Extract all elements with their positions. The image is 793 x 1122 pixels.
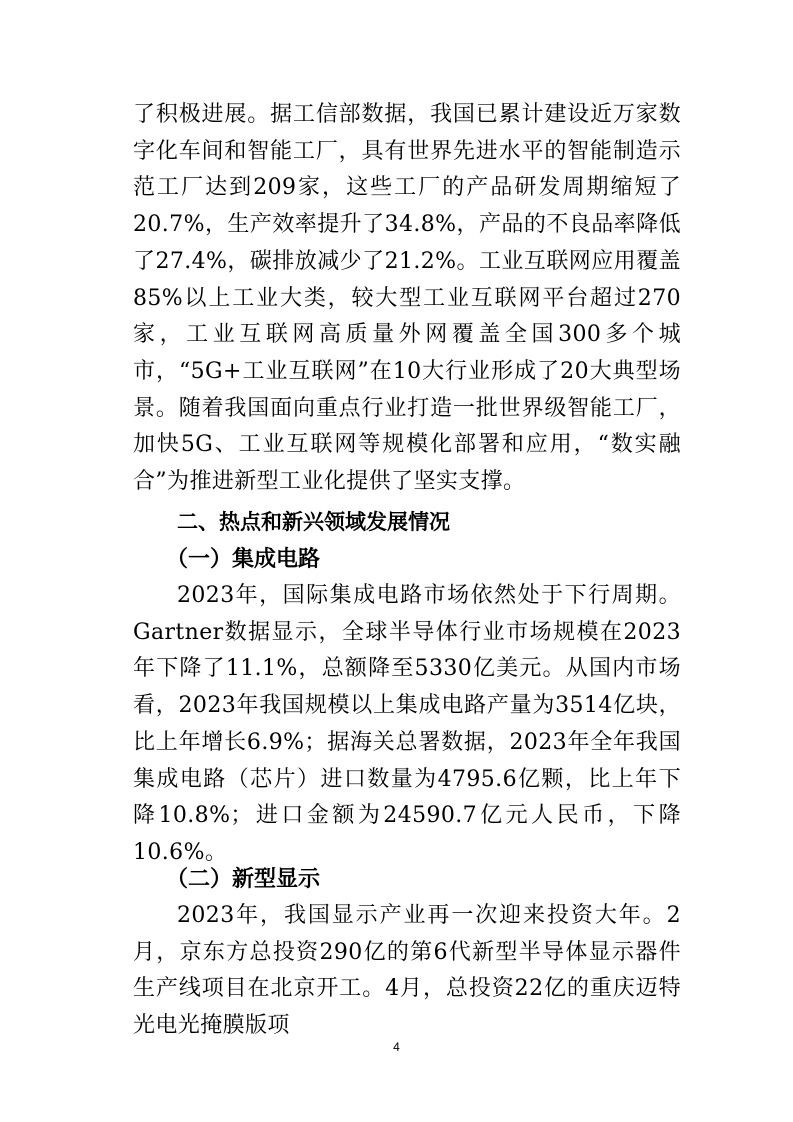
body-paragraph-2-container	[133, 578, 681, 872]
body-paragraph-3: 2023年，我国显示产业再一次迎来投资大年。2月，京东方总投资290亿的第6代新型半导体显示器件生产线项目在北京开工。4月，总投资22亿的重庆迈特光电光掩膜版项	[133, 903, 681, 1039]
body-paragraph-1-container	[133, 97, 681, 501]
subsection-heading-new-display: （二）新型显示	[166, 866, 321, 892]
body-paragraph-3-container	[133, 898, 681, 1045]
section-heading: 二、热点和新兴领域发展情况	[177, 510, 450, 534]
body-paragraph-1: 了积极进展。据工信部数据，我国已累计建设近万家数字化车间和智能工厂，具有世界先进水平的智能制造示范工厂达到209家，这些工厂的产品研发周期缩短了20.7%，生产效率提升了34.8%，产品的不良品率降低了27.4%，碳排放减少了21.2%。工业互联网应用覆盖85%以上工业大类，较大型工业互联网平台超过270家，工业互联网高质量外网覆盖全国300多个城市，“5G+工业互联网”在10大行业形成了20大典型场景。随着我国面向重点行业打造一批世界级智能工厂，加快5G、工业互联网等规模化部署和应用，“数实融合”为推进新型工业化提供了坚实支撑。	[133, 102, 681, 495]
page-number: 4	[393, 1040, 400, 1054]
body-paragraph-2: 2023年，国际集成电路市场依然处于下行周期。Gartner数据显示，全球半导体行业市场规模在2023年下降了11.1%，总额降至5330亿美元。从国内市场看，2023年我国规模以上集成电路产量为3514亿块，比上年增长6.9%；据海关总署数据，2023年全年我国集成电路（芯片）进口数量为4795.6亿颗，比上年下降10.8%；进口金额为24590.7亿元人民币，下降10.6%。	[133, 583, 681, 865]
subsection-heading-integrated-circuits: （一）集成电路	[166, 546, 321, 572]
